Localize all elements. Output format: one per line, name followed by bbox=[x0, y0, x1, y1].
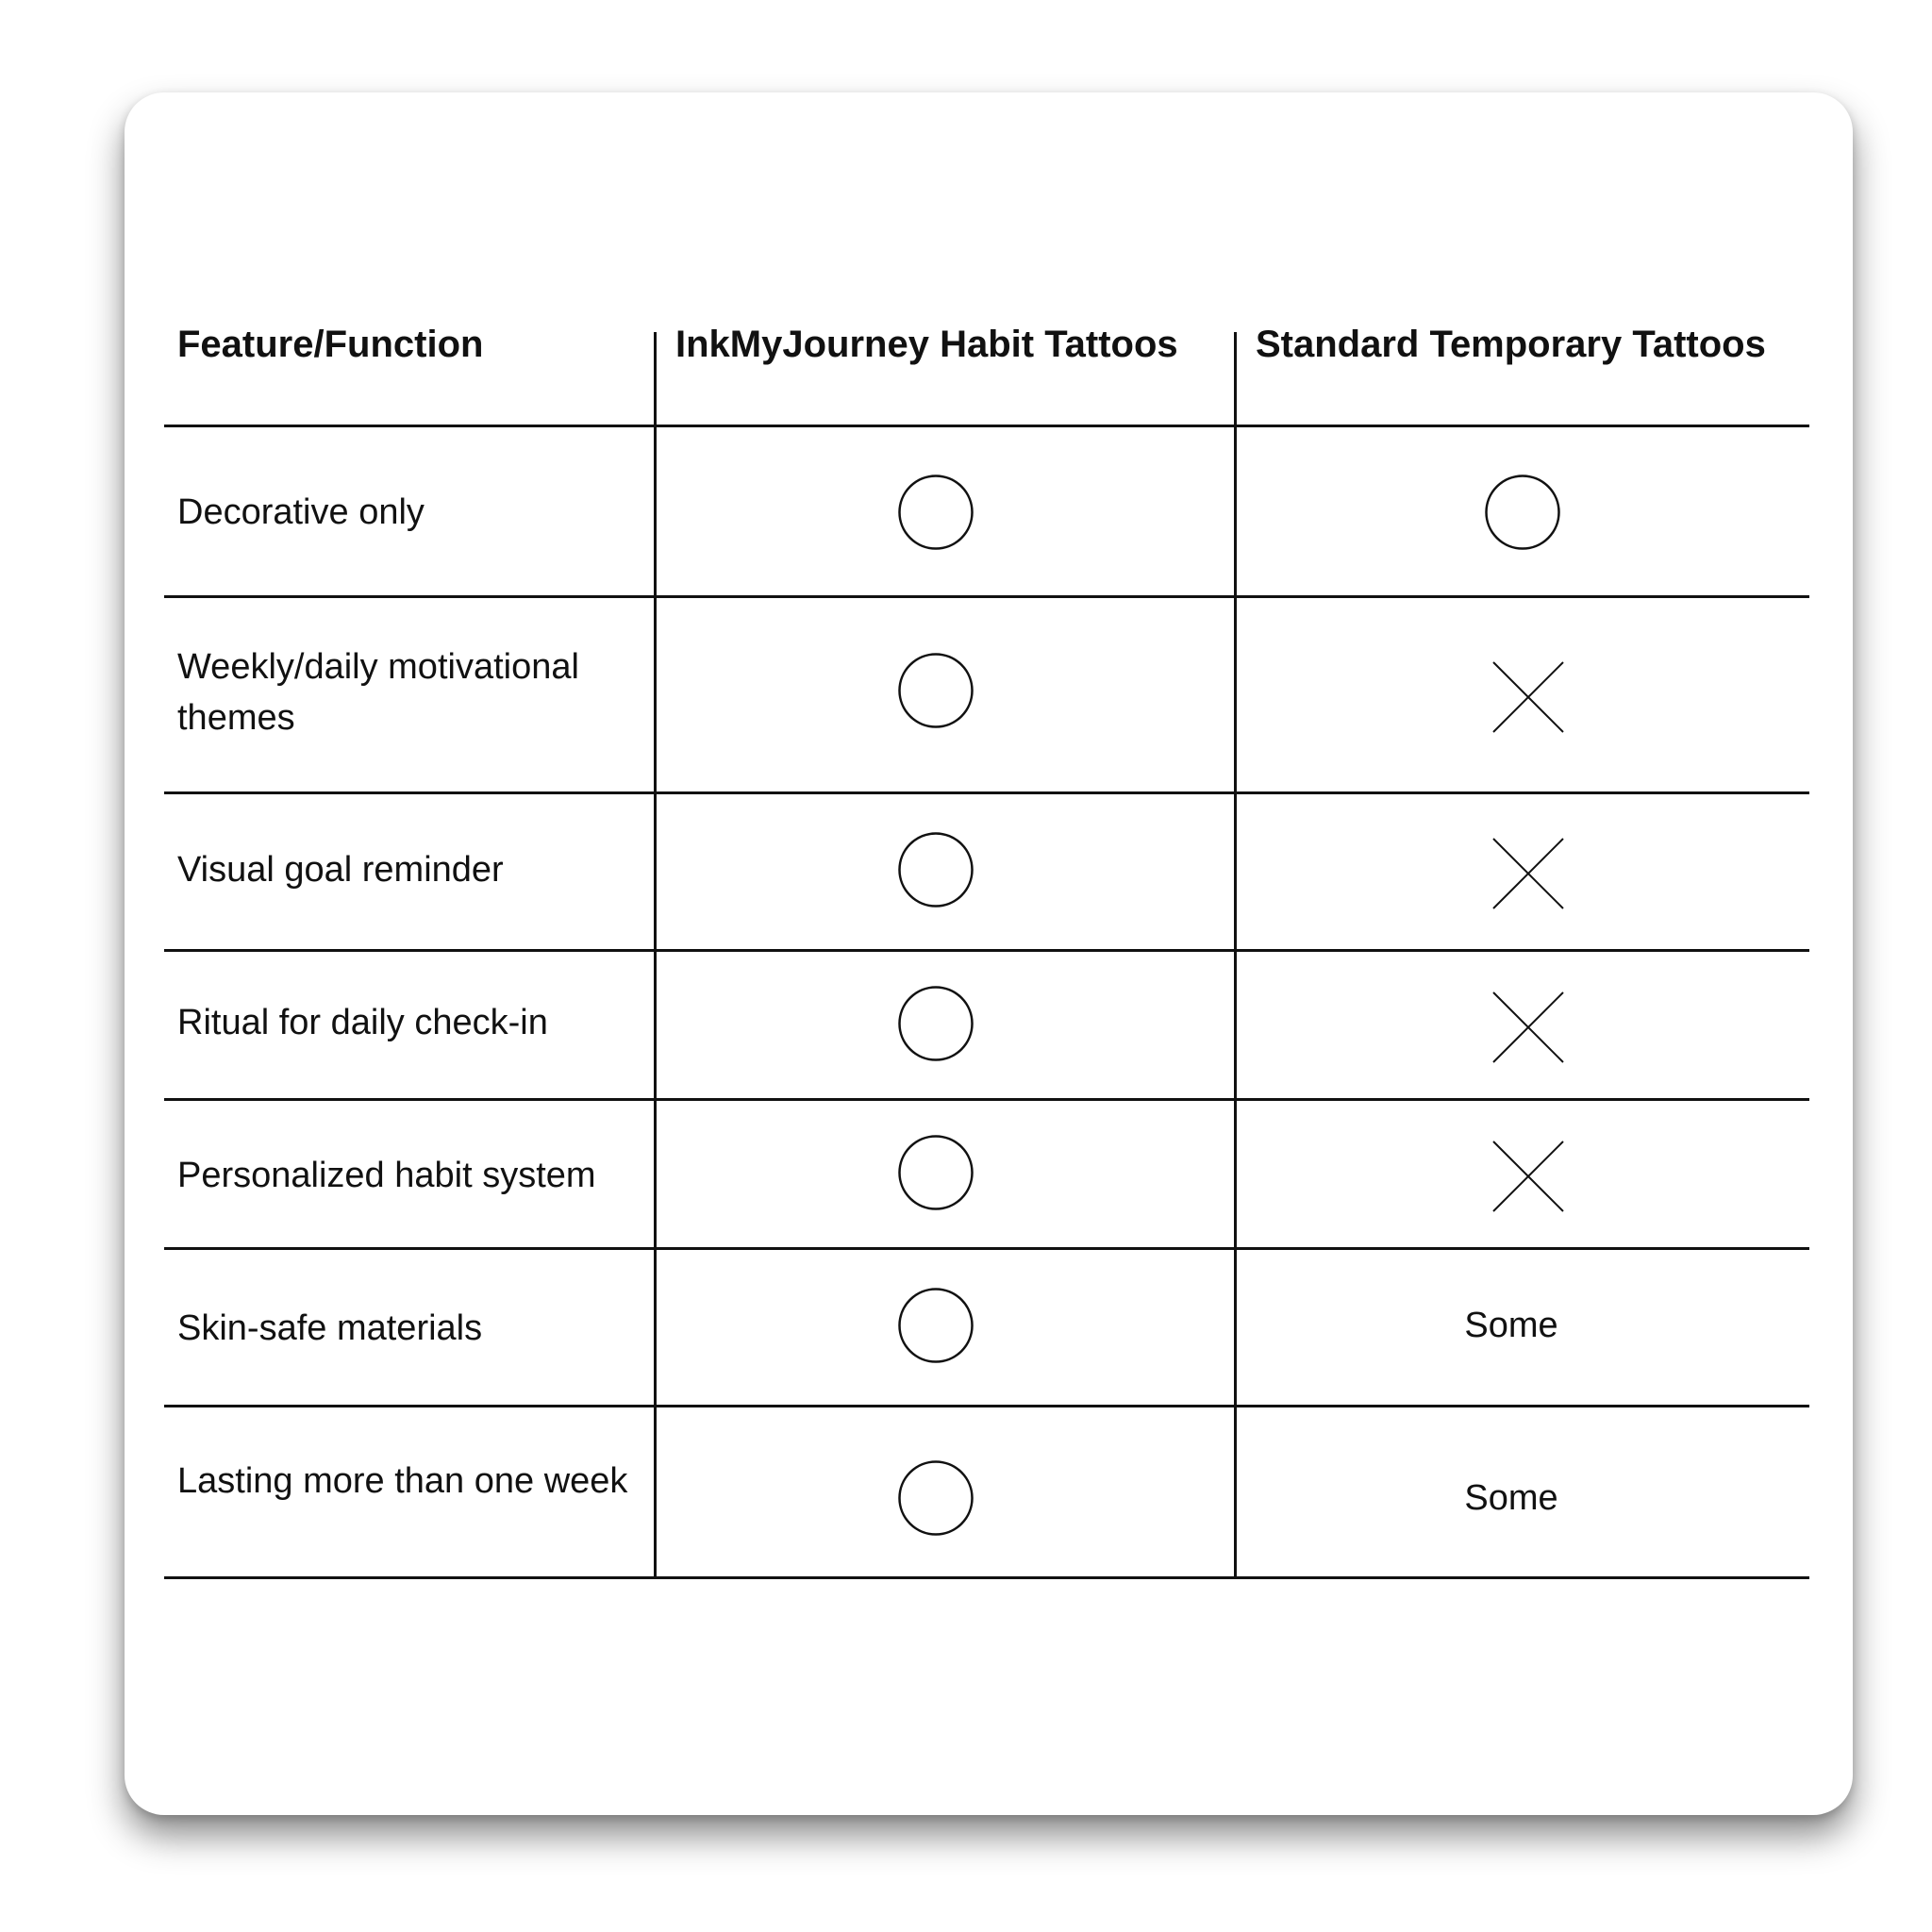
cross-icon bbox=[1490, 835, 1567, 912]
feature-label: Visual goal reminder bbox=[177, 850, 504, 890]
row-divider bbox=[164, 1098, 1809, 1101]
feature-label: Skin-safe materials bbox=[177, 1308, 483, 1348]
circle-icon bbox=[897, 652, 974, 729]
cross-icon bbox=[1490, 658, 1567, 736]
circle-icon bbox=[897, 1134, 974, 1211]
feature-label-text: Weekly/daily motivational themes bbox=[177, 647, 579, 738]
circle-icon bbox=[897, 1287, 974, 1364]
column-divider-1 bbox=[654, 332, 657, 1578]
row-divider bbox=[164, 1576, 1809, 1579]
row-divider bbox=[164, 1247, 1809, 1250]
value-text: Some bbox=[1464, 1478, 1558, 1518]
feature-label: Decorative only bbox=[177, 492, 425, 532]
header-standard: Standard Temporary Tattoos bbox=[1256, 324, 1766, 365]
feature-label bbox=[177, 641, 579, 743]
feature-label: Lasting more than one week bbox=[177, 1461, 628, 1501]
circle-icon bbox=[897, 831, 974, 908]
column-divider-2 bbox=[1234, 332, 1237, 1578]
row-divider bbox=[164, 595, 1809, 598]
row-divider bbox=[164, 949, 1809, 952]
row-divider bbox=[164, 791, 1809, 794]
header-inkmyjourney: InkMyJourney Habit Tattoos bbox=[675, 324, 1178, 365]
circle-icon bbox=[897, 474, 974, 551]
feature-label: Personalized habit system bbox=[177, 1156, 596, 1195]
row-divider bbox=[164, 1405, 1809, 1407]
circle-icon bbox=[897, 1459, 974, 1537]
header-feature: Feature/Function bbox=[177, 324, 484, 365]
cross-icon bbox=[1490, 1138, 1567, 1215]
comparison-table bbox=[164, 0, 1809, 1932]
row-divider bbox=[164, 425, 1809, 427]
feature-label: Ritual for daily check-in bbox=[177, 1003, 548, 1042]
value-text: Some bbox=[1464, 1306, 1558, 1345]
circle-icon bbox=[1484, 474, 1561, 551]
cross-icon bbox=[1490, 989, 1567, 1066]
circle-icon bbox=[897, 985, 974, 1062]
